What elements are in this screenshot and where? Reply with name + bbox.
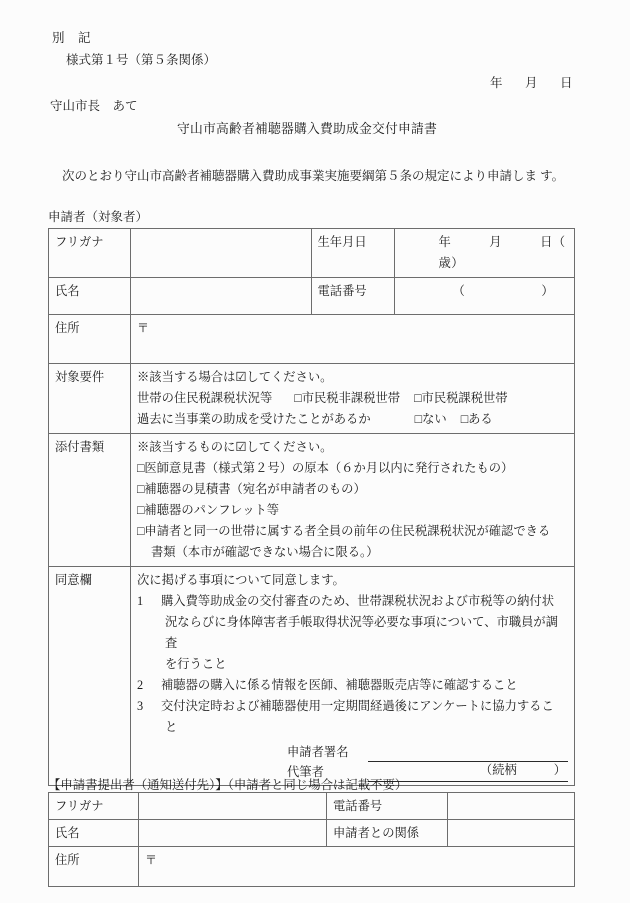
submitter-relation-label: 申請者との関係 [327, 820, 448, 847]
attachments-instruction: ※該当するものに☑してください。 [137, 440, 333, 454]
eligibility-content [131, 364, 575, 434]
past-subsidy-text: 過去に当事業の助成を受けたことがあるか [137, 412, 371, 426]
name-input[interactable] [131, 278, 312, 315]
consent-lead: 次に掲げる事項について同意します。 [137, 573, 345, 587]
checkbox-pamphlet[interactable]: □補聴器のパンフレット等 [137, 503, 280, 517]
submitter-row-name [49, 820, 575, 847]
submitter-row-furigana [49, 793, 575, 820]
applicant-table [48, 228, 591, 786]
submitter-table [48, 792, 575, 887]
consent-item-1 [137, 591, 568, 612]
intro-line-1: 次のとおり守山市高齢者補聴器購入費助成事業実施要綱第５条の規定により申請しま [62, 169, 538, 183]
dob-label: 生年月日 [311, 229, 394, 278]
submitter-section-heading: 【申請書提出者（通知送付先）】（申請者と同じ場合は記載不要） [48, 778, 408, 792]
document-class-label: 別 記 [52, 31, 92, 45]
addressee-line: 守山市長 あて [50, 99, 138, 113]
dob-input[interactable] [394, 229, 591, 278]
attachments-content [131, 434, 575, 567]
applicant-signature-row [287, 742, 568, 762]
submitter-address-label: 住所 [49, 847, 139, 887]
checkbox-taxable-household[interactable]: □市民税課税世帯 [414, 391, 508, 405]
checkbox-quotation[interactable]: □補聴器の見積書（宛名が申請者のもの） [137, 482, 366, 496]
consent-item-3-line-1: 交付決定時および補聴器使用一定期間経過後にアンケートに協力するこ [161, 699, 554, 713]
eligibility-row-past-subsidy [137, 409, 568, 430]
submitter-name-label: 氏名 [49, 820, 139, 847]
checkbox-non-taxable-household[interactable]: □市民税非課税世帯 [294, 391, 401, 405]
consent-item-3-number: 3 [137, 699, 144, 713]
table-row-furigana [49, 229, 575, 278]
submitter-tel-label: 電話番号 [327, 793, 448, 820]
submitter-row-address [49, 847, 575, 887]
address-input[interactable] [131, 315, 575, 364]
page-title: 守山市高齢者補聴器購入費助成金交付申請書 [177, 122, 437, 136]
applicant-section-label: 申請者（対象者） [48, 210, 149, 224]
consent-content [131, 567, 575, 786]
consent-item-3-line-2: と [165, 720, 178, 734]
consent-item-3 [137, 696, 568, 717]
tel-blank-text: （ ） [452, 284, 555, 298]
form-number-label: 様式第１号（第５条関係） [66, 53, 217, 67]
consent-item-1-line-3: を行うこと [165, 657, 227, 671]
checkbox-past-subsidy-no[interactable]: □ない [414, 412, 447, 426]
submitter-furigana-input[interactable] [139, 793, 327, 820]
attachments-label: 添付書類 [49, 434, 131, 567]
name-label: 氏名 [49, 278, 131, 315]
consent-item-2-number: 2 [137, 678, 144, 692]
intro-line-2: す。 [540, 169, 565, 183]
consent-item-1-number: 1 [137, 594, 144, 608]
furigana-label: フリガナ [49, 229, 131, 278]
consent-item-2-line-1: 補聴器の購入に係る情報を医師、補聴器販売店等に確認すること [161, 678, 518, 692]
submitter-name-input[interactable] [139, 820, 327, 847]
postal-mark-icon: 〒 [137, 321, 150, 335]
consent-item-1-line-1: 購入費等助成金の交付審査のため、世帯課税状況および市税等の納付状 [161, 594, 555, 608]
submitter-postal-mark-icon: 〒 [145, 853, 158, 867]
tel-label: 電話番号 [311, 278, 394, 315]
eligibility-instruction: ※該当する場合は☑してください。 [137, 370, 333, 384]
eligibility-label: 対象要件 [49, 364, 131, 434]
eligibility-row-tax-status [137, 388, 568, 409]
checkbox-past-subsidy-yes[interactable]: □ある [460, 412, 493, 426]
table-row-consent [49, 567, 575, 786]
tax-status-text: 世帯の住民税課税状況等 [137, 391, 273, 405]
table-row-address [49, 315, 575, 364]
date-blank-line: 年 月 日 [490, 76, 578, 90]
table-row-attachments [49, 434, 575, 567]
household-tax-doc-continued: 書類（本市が確認できない場合に限る。） [151, 545, 379, 559]
table-row-eligibility [49, 364, 575, 434]
dob-blank-text: 年 月 日（ 歳） [438, 235, 591, 270]
tel-input[interactable] [394, 278, 575, 315]
proxy-relation-label: （続柄 ） [479, 763, 566, 777]
consent-item-1-line-2: 況ならびに身体障害者手帳取得状況等必要な事項について、市職員が調査 [165, 615, 559, 650]
submitter-relation-input[interactable] [448, 820, 575, 847]
intro-paragraph [48, 165, 578, 187]
proxy-signature-label: 代筆者 [287, 765, 324, 779]
checkbox-household-tax-doc[interactable]: □申請者と同一の世帯に属する者全員の前年の住民税課税状況が確認できる [137, 524, 551, 538]
consent-label: 同意欄 [49, 567, 131, 786]
table-row-name [49, 278, 575, 315]
address-label: 住所 [49, 315, 131, 364]
submitter-furigana-label: フリガナ [49, 793, 139, 820]
submitter-address-input[interactable] [139, 847, 575, 887]
submitter-tel-input[interactable] [448, 793, 575, 820]
checkbox-doctor-opinion[interactable]: □医師意見書（様式第２号）の原本（６か月以内に発行されたもの） [137, 461, 514, 475]
furigana-input[interactable] [131, 229, 312, 278]
applicant-signature-label: 申請者署名 [287, 745, 349, 759]
consent-item-2 [137, 675, 568, 696]
